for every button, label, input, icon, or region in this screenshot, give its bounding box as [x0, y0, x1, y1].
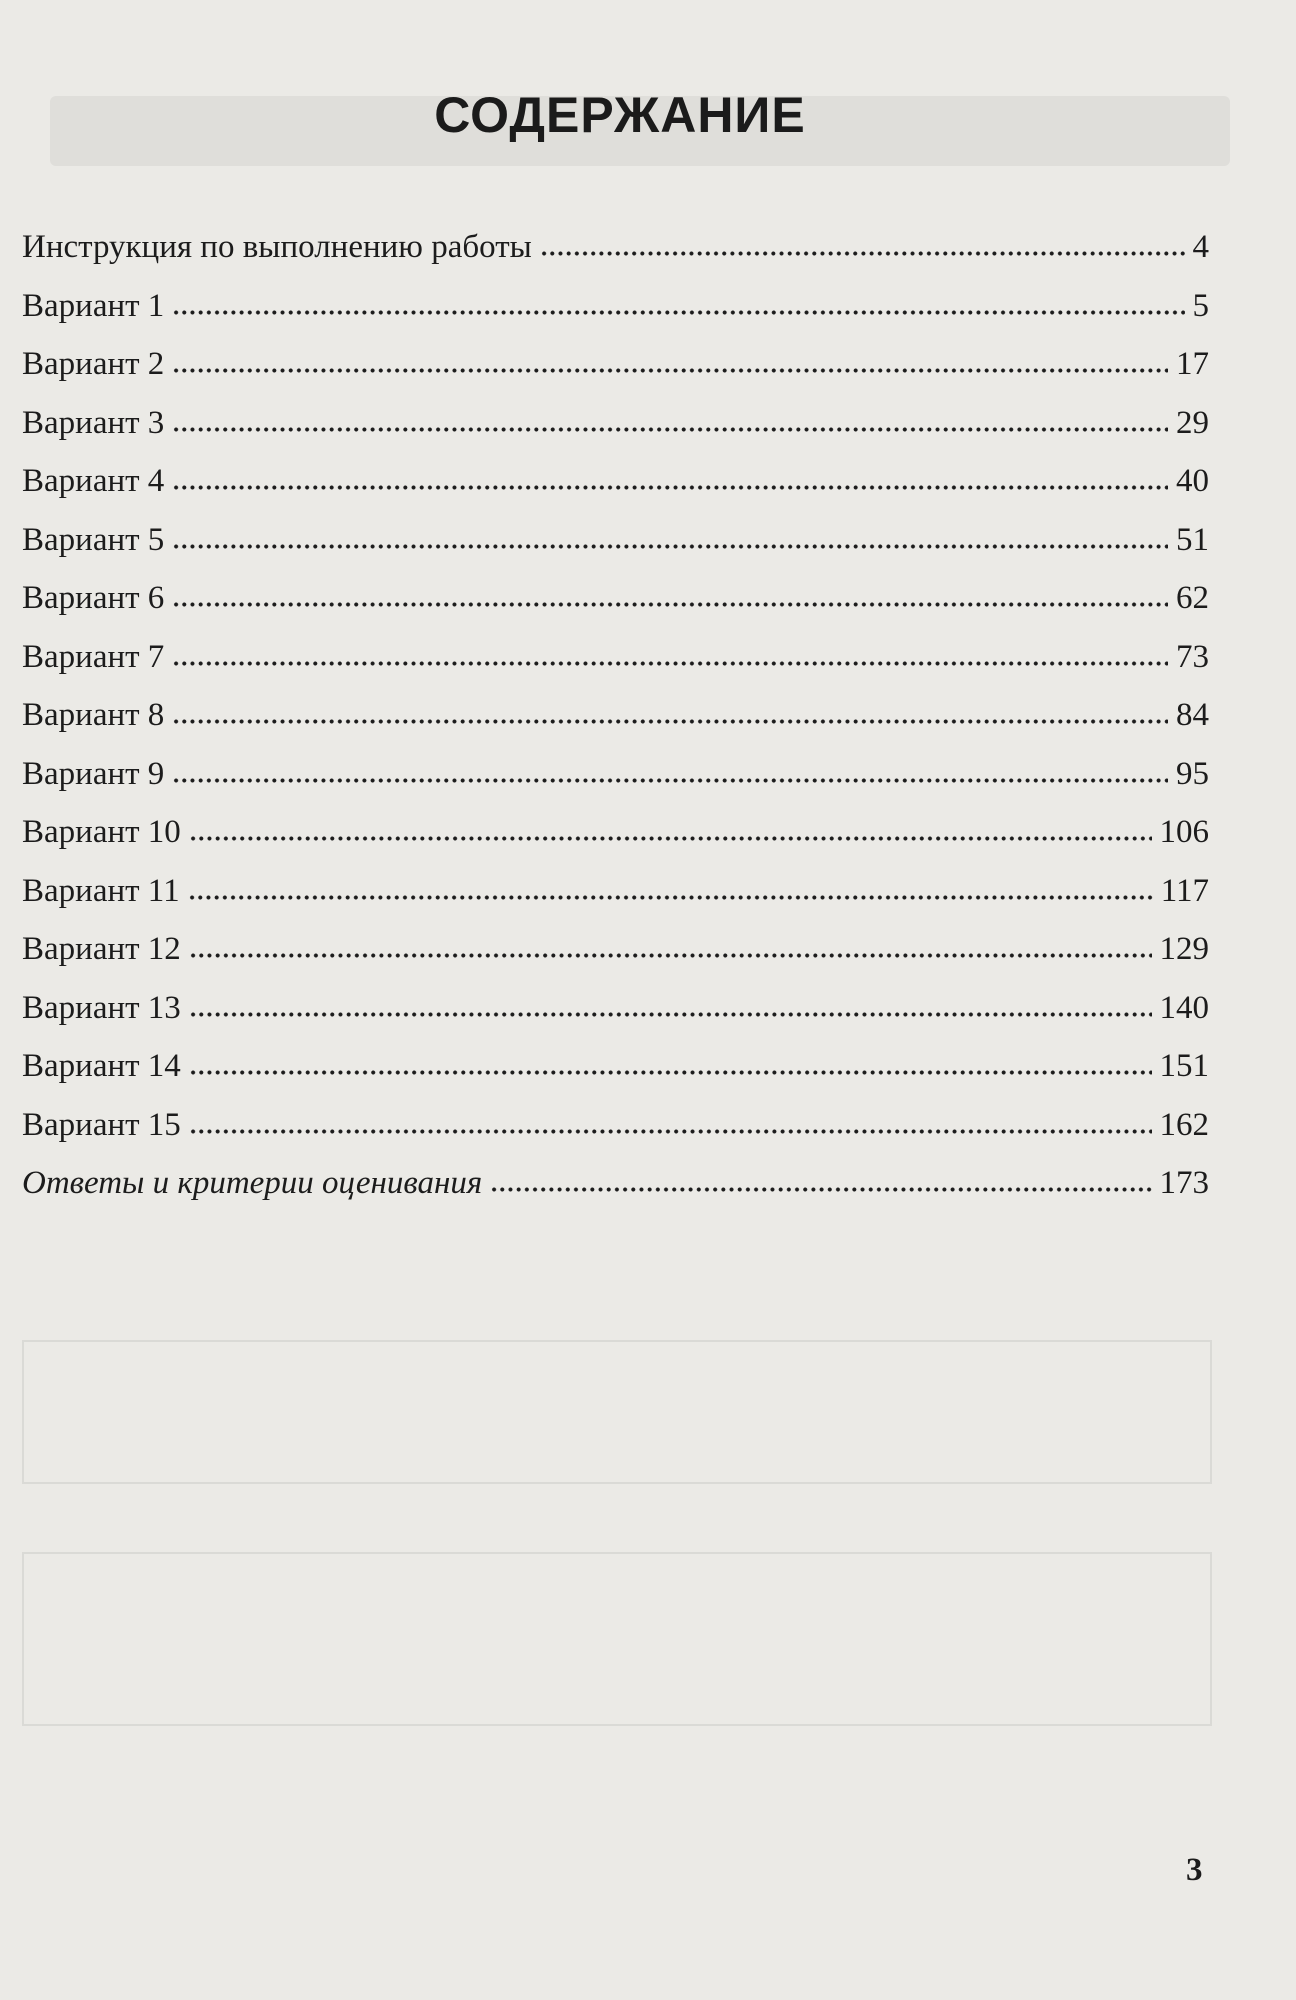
toc-leader-dots: [172, 310, 1184, 315]
toc-entry-label: Вариант 8: [22, 697, 165, 733]
toc-leader-dots: [189, 1070, 1152, 1075]
page-number: 3: [1186, 1852, 1203, 1888]
toc-leader-dots: [172, 778, 1168, 783]
show-through-table: [22, 1552, 1212, 1726]
toc-entry[interactable]: [22, 1037, 1209, 1096]
toc-entry-page: 62: [1176, 580, 1209, 616]
toc-entry-label: Вариант 10: [22, 814, 181, 850]
toc-entry[interactable]: [22, 686, 1209, 745]
toc-entry-answers[interactable]: [22, 1154, 1209, 1213]
toc-entry[interactable]: [22, 862, 1209, 921]
toc-entry-page: 162: [1159, 1106, 1209, 1143]
toc-entry[interactable]: [22, 511, 1209, 570]
toc-entry-label: Вариант 14: [22, 1048, 181, 1084]
toc-entry-page: 5: [1192, 287, 1209, 324]
toc-entry-page: 173: [1159, 1165, 1209, 1201]
toc-leader-dots: [172, 602, 1168, 607]
toc-entry-page: 17: [1176, 346, 1209, 382]
show-through-table: [22, 1340, 1212, 1484]
toc-entry-label: Вариант 3: [22, 404, 165, 441]
toc-entry-page: 95: [1176, 755, 1209, 792]
toc-entry-page: 117: [1160, 872, 1209, 909]
toc-leader-dots: [172, 544, 1168, 549]
toc-entry-page: 73: [1176, 638, 1209, 675]
toc-entry-label: Ответы и критерии оценивания: [22, 1165, 483, 1201]
toc-entry-label: Вариант 13: [22, 989, 181, 1026]
toc-entry[interactable]: [22, 979, 1209, 1038]
toc-entry-label: Вариант 12: [22, 931, 181, 967]
page-title: СОДЕРЖАНИЕ: [434, 87, 806, 143]
toc-leader-dots: [189, 836, 1152, 841]
toc-entry-label: Инструкция по выполнению работы: [22, 229, 532, 265]
toc-leader-dots: [189, 953, 1152, 958]
toc-entry[interactable]: [22, 569, 1209, 628]
toc-entry-page: 4: [1192, 229, 1209, 265]
toc-entry-label: Вариант 9: [22, 755, 165, 792]
toc-entry-page: 106: [1159, 814, 1209, 850]
toc-entry[interactable]: [22, 803, 1209, 862]
toc-entry-page: 29: [1176, 404, 1209, 441]
toc-leader-dots: [172, 427, 1168, 432]
toc-leader-dots: [172, 661, 1168, 666]
toc-entry-page: 151: [1159, 1048, 1209, 1084]
toc-leader-dots: [490, 1187, 1151, 1192]
table-of-contents: [22, 218, 1209, 1213]
toc-entry-page: 51: [1176, 521, 1209, 558]
toc-entry[interactable]: [22, 218, 1209, 277]
toc-entry[interactable]: [22, 1096, 1209, 1155]
toc-leader-dots: [172, 368, 1168, 373]
toc-entry-label: Вариант 2: [22, 346, 165, 382]
toc-entry-label: Вариант 7: [22, 638, 165, 675]
toc-entry-label: Вариант 5: [22, 521, 165, 558]
toc-leader-dots: [188, 895, 1153, 900]
toc-entry[interactable]: [22, 452, 1209, 511]
toc-entry-page: 40: [1176, 463, 1209, 499]
toc-entry[interactable]: [22, 920, 1209, 979]
toc-entry-label: Вариант 4: [22, 463, 165, 499]
toc-entry-page: 84: [1176, 697, 1209, 733]
toc-entry[interactable]: [22, 277, 1209, 336]
toc-entry[interactable]: [22, 394, 1209, 453]
toc-entry-page: 140: [1159, 989, 1209, 1026]
toc-leader-dots: [189, 1012, 1152, 1017]
toc-entry-page: 129: [1159, 931, 1209, 967]
toc-leader-dots: [172, 485, 1168, 490]
toc-entry-label: Вариант 6: [22, 580, 165, 616]
toc-entry[interactable]: [22, 628, 1209, 687]
toc-leader-dots: [540, 251, 1185, 256]
toc-entry-label: Вариант 1: [22, 287, 165, 324]
toc-entry-label: Вариант 15: [22, 1106, 181, 1143]
toc-entry[interactable]: [22, 745, 1209, 804]
toc-entry[interactable]: [22, 335, 1209, 394]
toc-leader-dots: [172, 719, 1168, 724]
toc-entry-label: Вариант 11: [22, 872, 180, 909]
toc-leader-dots: [189, 1129, 1152, 1134]
